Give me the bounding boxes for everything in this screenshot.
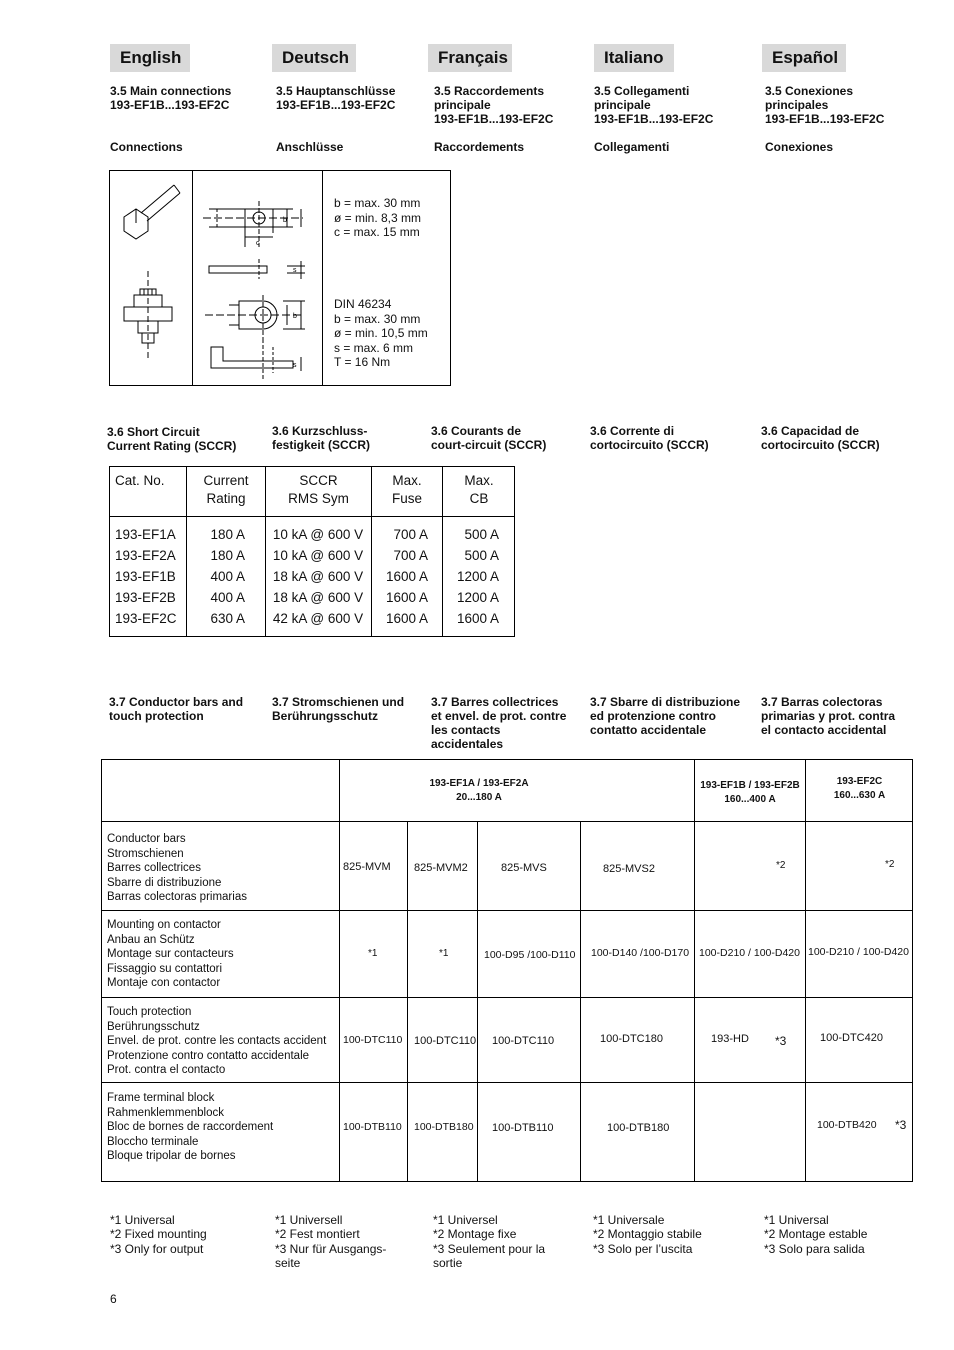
s36-heading-en: 3.6 Short Circuit Current Rating (SCCR) — [107, 425, 237, 453]
lug-drawing-icon — [193, 171, 321, 385]
s35-subhead-de: Anschlüsse — [276, 140, 344, 154]
cell-r1-c4: 825-MVS2 — [603, 863, 655, 875]
row-label-mounting: Mounting on contactor Anbau an Schütz Montage sur contacteurs Fissaggio su contattori Montaje con contactor — [107, 919, 234, 989]
s37-heading-fr: 3.7 Barres collectrices et envel. de prot. contre les contacts accidentales — [431, 695, 567, 751]
s35-subhead-en: Connections — [110, 140, 183, 154]
cell-r1-c1: 825-MVM — [343, 861, 391, 873]
sccr-header-cb: Max. CB — [464, 473, 494, 506]
s37-heading-de: 3.7 Stromschienen und Berührungsschutz — [272, 695, 405, 723]
cell-r2-c4: 100-D140 /100-D170 — [591, 947, 690, 959]
lang-tab-english: English — [110, 44, 190, 72]
footnotes-de: *1 Universell *2 Fest montiert *3 Nur für Ausgangs- seite — [275, 1213, 387, 1270]
connections-upper-spec: b = max. 30 mm ø = min. 8,3 mm c = max. 15 mm — [334, 196, 422, 239]
s37-heading-en: 3.7 Conductor bars and touch protection — [109, 695, 244, 723]
footnotes-en: *1 Universal *2 Fixed mounting *3 Only for output — [110, 1213, 207, 1256]
dim-b-upper: b — [283, 217, 287, 224]
row-label-frame-terminal: Frame terminal block Rahmenklemmenblock Bloc de bornes de raccordement Bloccho terminale Bloque tripolar de bornes — [107, 1092, 274, 1162]
cell-r3-c1: 100-DTC110 — [343, 1034, 403, 1046]
dim-b-lower: b — [293, 313, 297, 320]
sccr-header-catno: Cat. No. — [115, 473, 165, 488]
dim-s-upper: s — [293, 267, 297, 274]
s35-heading-de: 3.5 Hauptanschlüsse 193-EF1B...193-EF2C — [276, 84, 396, 112]
cell-r1-c5: *2 — [776, 860, 786, 871]
lang-tab-francais: Français — [428, 44, 512, 72]
sccr-header-current: Current Rating — [203, 473, 249, 506]
s35-heading-it: 3.5 Collegamenti principale 193-EF1B...193-EF2C — [594, 84, 714, 126]
group-header-ef1b: 193-EF1B / 193-EF2B 160...400 A — [700, 780, 800, 805]
footnotes-es: *1 Universal *2 Montage estable *3 Solo para salida — [764, 1213, 868, 1256]
connections-lower-spec: DIN 46234 b = max. 30 mm ø = min. 10,5 mm s = max. 6 mm T = 16 Nm — [334, 297, 428, 369]
s35-heading-fr: 3.5 Raccordements principale 193-EF1B...193-EF2C — [434, 84, 554, 126]
row-label-touch-protection: Touch protection Berührungsschutz Envel. de prot. contre les contacts accident Protenzione contro contatto accidentale Prot. contra el contacto — [107, 1006, 327, 1076]
s35-heading-es: 3.5 Conexiones principales 193-EF1B...193-EF2C — [765, 84, 885, 126]
cell-r1-c6: *2 — [885, 859, 895, 870]
s36-heading-es: 3.6 Capacidad de cortocircuito (SCCR) — [761, 424, 880, 452]
cell-r2-c1: *1 — [368, 948, 378, 959]
dim-s-lower: s — [293, 362, 297, 369]
cell-r2-c3: 100-D95 /100-D110 — [484, 949, 576, 961]
cell-r3-c5: 193-HD — [711, 1033, 749, 1045]
footnotes-fr: *1 Universel *2 Montage fixe *3 Seulement pour la sortie — [433, 1213, 546, 1270]
cell-r4-c4: 100-DTB180 — [607, 1122, 670, 1134]
cell-r4-note: *3 — [895, 1118, 907, 1132]
bolt-drawing-icon — [110, 171, 192, 385]
lang-tab-espanol: Español — [762, 44, 846, 72]
cell-r3-note: *3 — [775, 1034, 787, 1048]
sccr-col-catno: 193-EF1A 193-EF2A 193-EF1B 193-EF2B 193-EF2C — [115, 527, 177, 626]
s36-heading-de: 3.6 Kurzschluss- festigkeit (SCCR) — [272, 424, 371, 452]
cell-r3-c2: 100-DTC110 — [414, 1035, 477, 1047]
sccr-col-cb: 500 A 500 A 1200 A 1200 A 1600 A — [456, 527, 499, 626]
page-number: 6 — [110, 1292, 117, 1306]
s35-subhead-fr: Raccordements — [434, 140, 525, 154]
cell-r3-c6: 100-DTC420 — [820, 1032, 883, 1044]
cell-r4-c2: 100-DTB180 — [414, 1121, 474, 1133]
cell-r4-c3: 100-DTB110 — [492, 1122, 554, 1134]
sccr-col-current: 180 A 180 A 400 A 400 A 630 A — [210, 527, 245, 626]
s35-subhead-es: Conexiones — [765, 140, 834, 154]
sccr-header-sccr: SCCR RMS Sym — [288, 473, 349, 506]
cell-r3-c4: 100-DTC180 — [600, 1033, 663, 1045]
s36-heading-it: 3.6 Corrente di cortocircuito (SCCR) — [590, 424, 709, 452]
cell-r1-c3: 825-MVS — [501, 862, 547, 874]
cell-r2-c2: *1 — [439, 948, 449, 959]
row-label-conductor-bars: Conductor bars Stromschienen Barres collectrices Sbarre di distribuzione Barras colectoras primarias — [107, 833, 247, 903]
sccr-header-fuse: Max. Fuse — [391, 473, 422, 506]
dim-c: c — [256, 240, 260, 247]
s35-subhead-it: Collegamenti — [594, 140, 670, 154]
s37-heading-it: 3.7 Sbarre di distribuzione ed protenzione contro contatto accidentale — [590, 695, 741, 737]
sccr-col-fuse: 700 A 700 A 1600 A 1600 A 1600 A — [385, 527, 428, 626]
group-header-ef1a: 193-EF1A / 193-EF2A 20...180 A — [429, 778, 529, 803]
cell-r2-c6: 100-D210 / 100-D420 — [808, 946, 909, 958]
cell-r1-c2: 825-MVM2 — [414, 862, 468, 874]
footnotes-it: *1 Universale *2 Montaggio stabile *3 Solo per l’uscita — [593, 1213, 702, 1256]
s35-heading-en: 3.5 Main connections 193-EF1B...193-EF2C — [110, 84, 232, 112]
cell-r4-c6: 100-DTB420 — [817, 1119, 877, 1131]
cell-r2-c5: 100-D210 / 100-D420 — [699, 947, 800, 959]
group-header-ef2c: 193-EF2C 160...630 A — [833, 776, 886, 801]
lang-tab-italiano: Italiano — [594, 44, 674, 72]
cell-r3-c3: 100-DTC110 — [492, 1035, 555, 1047]
sccr-col-sccr: 10 kA @ 600 V 10 kA @ 600 V 18 kA @ 600 V 18 kA @ 600 V 42 kA @ 600 V — [272, 527, 364, 626]
s37-heading-es: 3.7 Barras colectoras primarias y prot. contra el contacto accidental — [761, 695, 896, 737]
lang-tab-deutsch: Deutsch — [272, 44, 356, 72]
cell-r4-c1: 100-DTB110 — [343, 1121, 402, 1133]
s36-heading-fr: 3.6 Courants de court-circuit (SCCR) — [431, 424, 547, 452]
